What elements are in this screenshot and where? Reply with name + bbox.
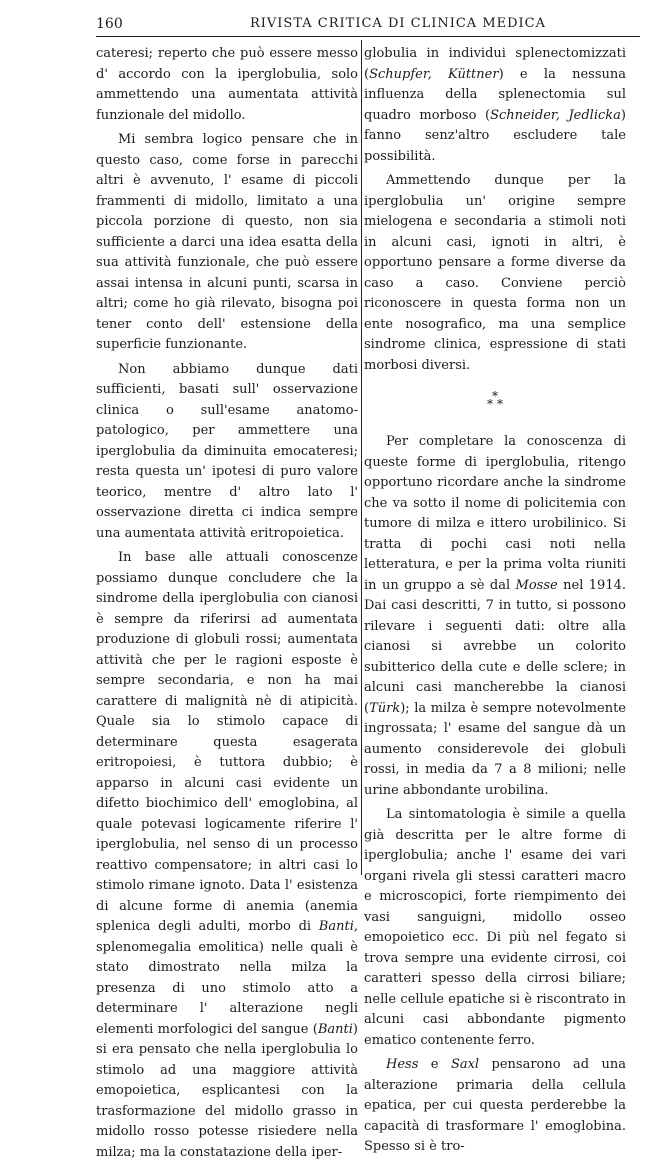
page-number: 160 [96,16,123,32]
author-name: Hess [386,1057,419,1072]
text-run: In base alle attuali conoscenze possiamo dunque concludere che la sindrome della iperglobulia con cianosi è sempre da riferirsi ad aumentata produzione di globuli rossi; aumentata attività che per le ragioni esposte è sempre secondaria, e non ha mai carattere di malignità nè di atipicità. Quale sia lo stimolo capace di determinare questa esagerata eritropoiesi, è tuttora dubbio; è apparso in alcuni casi evidente un difetto biochimico dell' emoglobina, al quale potevasi logicamente riferire l' iperglobulia, nel senso di un processo reattivo compensatore; in altri casi lo stimolo rimane ignoto. Data l' esistenza di alcune forme di anemia (anemia splenica degli adulti, morbo di [96,550,358,934]
text-run: pensarono ad una alterazione primaria della cellula epatica, per cui questa perderebbe la capacità di trasformare l' emoglobina. Spesso si è tro- [364,1057,626,1154]
text-run: Per completare la conoscenza di queste forme di iperglobulia, ritengo opportuno ricordare anche la sindrome che va sotto il nome di policitemia con tumore di milza e ittero urobilinico. Si tratta di pochi casi noti nella letteratura, e per la prima volta riuniti in un gruppo a sè dal [364,434,626,593]
text-run: , splenomegalia emolitica) nelle quali è stato dimostrato nella milza la presenza di uno stimolo atto a determinare l' alterazione negli elementi morfologici del sangue ( [96,919,358,1037]
asterisk-top: * [492,389,498,403]
author-names: Schneider, Jedlicka [490,107,621,123]
paragraph-continuation: cateresi; reperto che può essere messo d' accordo con la iperglobulia, solo ammettendo una aumentata attività funzionale del midollo. [96,46,358,123]
author-names: Schupfer, Küttner [369,66,499,82]
asterisk-bottom-left: * [487,397,493,411]
author-name: Mosse [515,577,558,593]
text-run: ) fanno senz'altro escludere tale possibilità. [364,107,626,164]
asterisk-bottom-right: * [497,397,503,411]
text-run: globulia in individui splenectomizzati ( [364,46,626,82]
paragraph-policitemia [364,432,626,801]
text-run: ) si era pensato che nella iperglobulia lo stimolo ad una maggiore attività emopoietica, esplicantesi con la trasformazione del midollo grasso in midollo rosso potesse risiedere nella milza; ma la constatazione della iper- [96,1021,358,1160]
right-column [364,44,626,1158]
paragraph-myelogenous-origin: Ammettendo dunque per la iperglobulia un' origine sempre mielogena e secondaria a stimoli noti in alcuni casi, ignoti in altri, è opportuno pensare a forme diverse da caso a caso. Conviene perciò riconoscere in questa forma non un ente nosografico, ma una semplice sindrome clinica, espressione di stati morbosi diversi. [364,173,626,373]
text-run: e [418,1057,451,1072]
paragraph-sintomatologia: La sintomatologia è simile a quella già descritta per le altre forme di iperglobulia; anche l' esame dei vari organi rivela gli stessi caratteri macro e microscopici, forte riempimento dei vasi sanguigni, midollo osseo emopoietico ecc. Di più nel fegato si trova sempre una evidente cirrosi, coi caratteri spesso della cirrosi biliare; nelle cellule epatiche si è riscontrato in alcuni casi abbondante pigmento ematico contenente ferro. [364,807,626,1048]
column-divider [361,40,362,875]
author-name: Banti [318,919,354,934]
section-separator-asterisks [364,376,626,432]
left-column [96,44,358,1163]
journal-title: RIVISTA CRITICA DI CLINICA MEDICA [249,16,547,31]
paragraph-conclusion [96,548,358,1163]
author-name: Banti [317,1021,353,1037]
author-name: Türk [369,700,401,716]
running-header [96,14,640,37]
paragraph-emocateresi: Non abbiamo dunque dati sufficienti, basati sull' osservazione clinica o sull'esame anatomo-patologico, per ammettere una iperglobulia da diminuita emocateresi; resta questa un' ipotesi di puro valore teorico, mentre d' altro lato l' osservazione diretta ci indica sempre una aumentata attività eritropoietica. [96,361,358,541]
paragraph-hess-saxl [364,1055,626,1158]
author-name: Saxl [450,1057,480,1072]
text-run: ) e la nessuna influenza della splenectomia sul quadro morboso ( [364,66,626,123]
paragraph-splenectomy [364,44,626,167]
text-run: ); la milza è sempre notevolmente ingrossata; l' esame del sangue dà un aumento considerevole dei globuli rossi, in media da 7 a 8 milioni; nelle urine abbondante urobilina. [364,700,626,798]
paragraph-bone-marrow-sampling: Mi sembra logico pensare che in questo caso, come forse in parecchi altri è avvenuto, l' esame di piccoli frammenti di midollo, limitato a una piccola porzione di questo, non sia sufficiente a darci una idea esatta della sua attività funzionale, che può essere assai intensa in alcuni punti, scarsa in altri; come ho già rilevato, bisogna poi tener conto dell' estensione della superficie funzionante. [96,132,358,352]
text-run: nel 1914. Dai casi descritti, 7 in tutto, si possono rilevare i seguenti dati: oltre alla cianosi si avrebbe un colorito subitterico della cute e delle sclere; in alcuni casi mancherebbe la cianosi ( [364,577,626,716]
